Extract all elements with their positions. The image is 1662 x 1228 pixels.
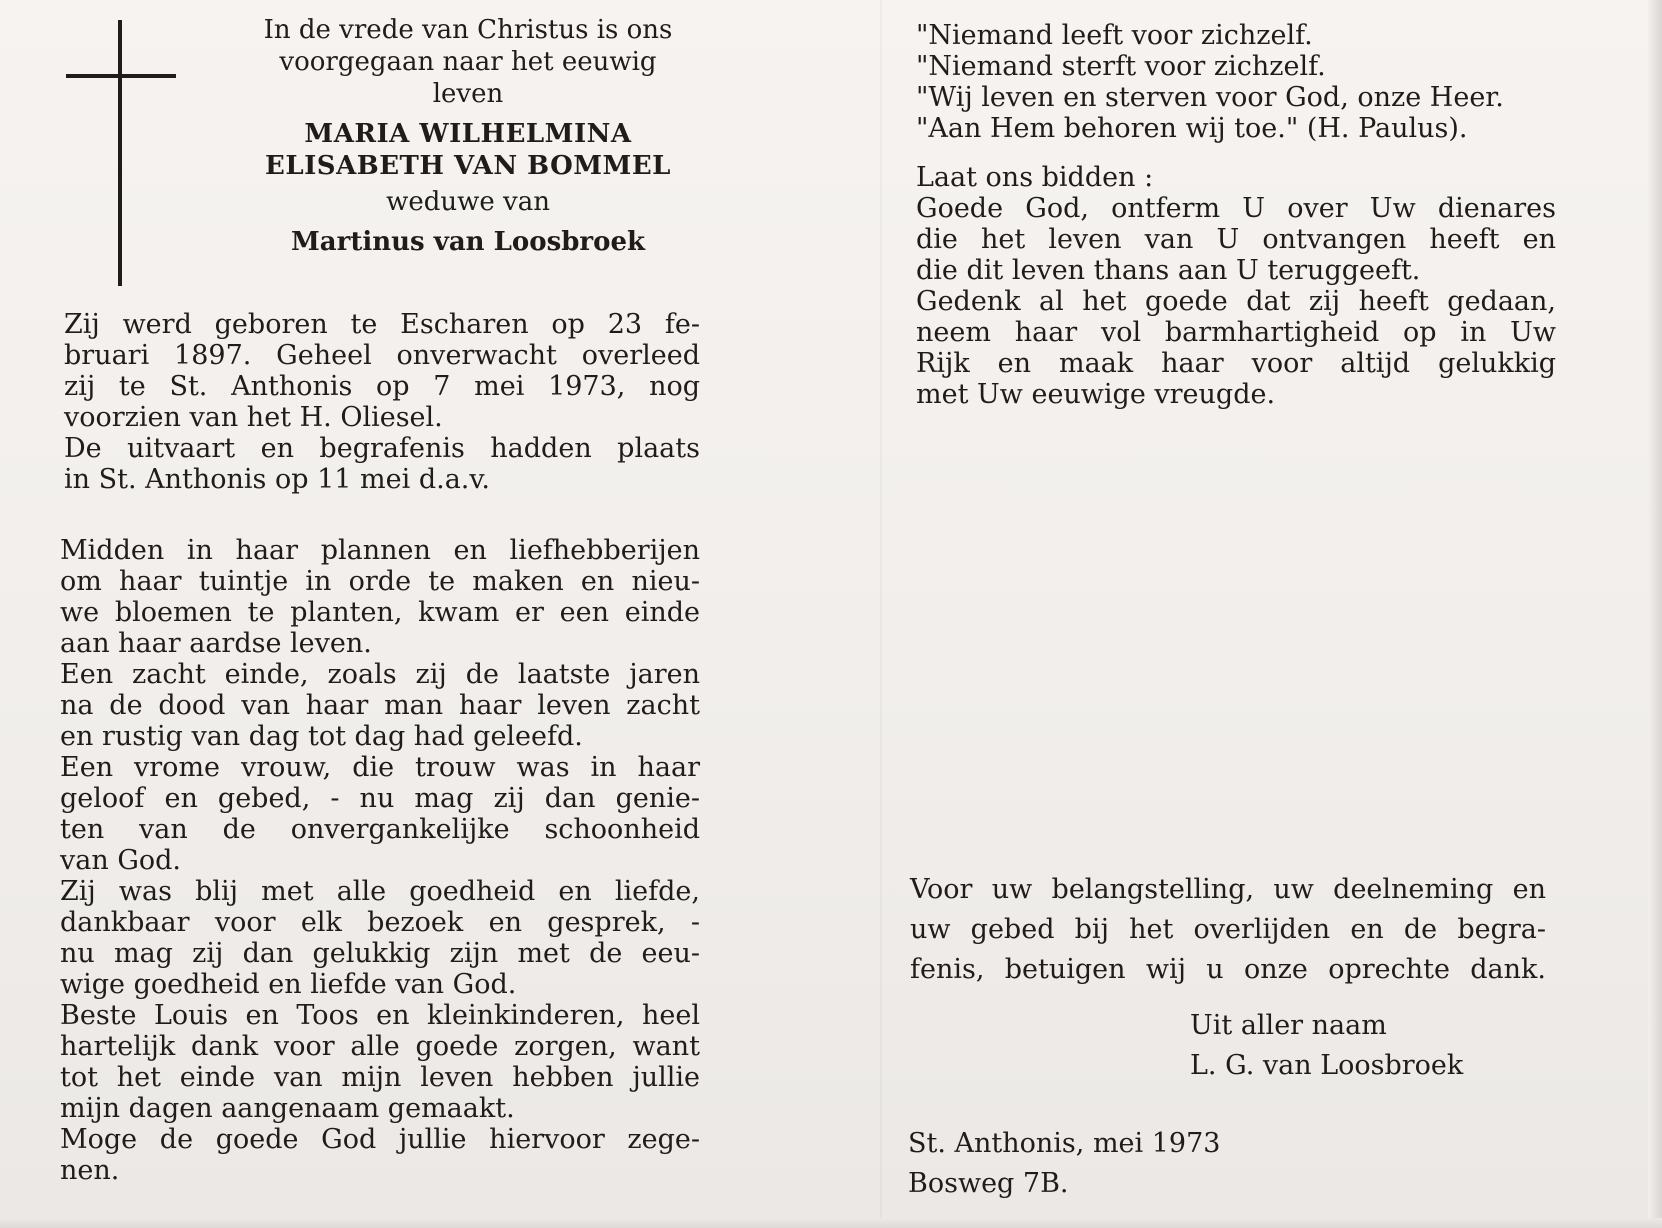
text-line: ten van de onvergankelijke schoonheid [60, 814, 700, 845]
signature-line: Uit aller naam [1190, 1010, 1387, 1041]
intro-line: leven [432, 79, 504, 109]
text-line: na de dood van haar man haar leven zacht [60, 690, 700, 721]
text-line: geloof en gebed, - nu mag zij dan genie- [60, 783, 700, 814]
quote-line: "Aan Hem behoren wij toe." (H. Paulus). [916, 113, 1468, 144]
signature [1190, 1006, 1550, 1086]
place-and-address [908, 1124, 1220, 1204]
text-line: en rustig van dag tot dag had geleefd. [60, 721, 583, 752]
text-line: we bloemen te planten, kwam er een einde [60, 597, 700, 628]
text-line: nu mag zij dan gelukkig zijn met de eeu- [60, 938, 700, 969]
prayer-heading: Laat ons bidden : [916, 162, 1154, 193]
prayer-line: die het leven van U ontvangen heeft en [916, 224, 1556, 255]
memorial-header [208, 14, 728, 258]
text-line: bruari 1897. Geheel onverwacht overleed [64, 340, 700, 371]
intro-line: voorgegaan naar het eeuwig [279, 47, 657, 77]
signature-line: L. G. van Loosbroek [1190, 1050, 1464, 1081]
text-line: voorzien van het H. Oliesel. [64, 402, 443, 433]
card-edge-bottom [0, 1218, 1662, 1228]
text-line: van God. [60, 845, 182, 876]
text-line: hartelijk dank voor alle goede zorgen, want [60, 1031, 700, 1062]
text-line: Beste Louis en Toos en kleinkinderen, heel [60, 1000, 700, 1031]
quote-line: "Niemand sterft voor zichzelf. [916, 51, 1326, 82]
birth-paragraph [64, 309, 700, 495]
widow-of-label: weduwe van [386, 187, 550, 217]
deceased-name: MARIA WILHELMINA [304, 119, 632, 149]
text-line: Zij werd geboren te Escharen op 23 fe- [64, 309, 700, 340]
text-line: aan haar aardse leven. [60, 628, 372, 659]
quote-line: "Wij leven en sterven voor God, onze Heer. [916, 82, 1504, 113]
thanks-paragraph [910, 870, 1546, 990]
prayer-line: die dit leven thans aan U teruggeeft. [916, 255, 1421, 286]
husband-name: Martinus van Loosbroek [291, 227, 645, 257]
thanks-line: Voor uw belangstelling, uw deelneming en [910, 874, 1546, 905]
text-line: tot het einde van mijn leven hebben jullie [60, 1062, 700, 1093]
text-line: in St. Anthonis op 11 mei d.a.v. [64, 464, 491, 495]
text-line: om haar tuintje in orde te maken en nieu- [60, 566, 700, 597]
text-line: Een zacht einde, zoals zij de laatste jaren [60, 659, 700, 690]
text-line: mijn dagen aangenaam gemaakt. [60, 1093, 515, 1124]
place-date: St. Anthonis, mei 1973 [908, 1128, 1221, 1159]
intro-line: In de vrede van Christus is ons [263, 15, 673, 45]
story-paragraph [60, 535, 700, 1186]
quote-line: "Niemand leeft voor zichzelf. [916, 20, 1313, 51]
text-line: Moge de goede God jullie hiervoor zege- [60, 1124, 700, 1155]
text-line: nen. [60, 1155, 120, 1186]
text-line: zij te St. Anthonis op 7 mei 1973, nog [64, 371, 700, 402]
card-edge-right [1648, 0, 1662, 1228]
text-line: Een vrome vrouw, die trouw was in haar [60, 752, 700, 783]
thanks-line: fenis, betuigen wij u onze oprechte dank. [910, 954, 1546, 985]
text-line: Zij was blij met alle goedheid en liefde, [60, 876, 700, 907]
text-line: De uitvaart en begrafenis hadden plaats [64, 433, 700, 464]
prayer [916, 162, 1556, 410]
text-line: dankbaar voor elk bezoek en gesprek, - [60, 907, 700, 938]
deceased-name: ELISABETH VAN BOMMEL [265, 151, 671, 181]
cross-icon-vertical [118, 20, 122, 286]
text-line: wige goedheid en liefde van God. [60, 969, 517, 1000]
prayer-line: Rijk en maak haar voor altijd gelukkig [916, 348, 1556, 379]
cross-icon-horizontal [66, 74, 176, 78]
text-line: Midden in haar plannen en liefhebberijen [60, 535, 700, 566]
bible-quote [916, 20, 1556, 144]
prayer-line: Gedenk al het goede dat zij heeft gedaan, [916, 286, 1556, 317]
card-fold [880, 0, 882, 1228]
thanks-line: uw gebed bij het overlijden en de begra- [910, 914, 1546, 945]
address: Bosweg 7B. [908, 1168, 1069, 1199]
prayer-line: met Uw eeuwige vreugde. [916, 379, 1276, 410]
prayer-line: neem haar vol barmhartigheid op in Uw [916, 317, 1556, 348]
prayer-line: Goede God, ontferm U over Uw dienares [916, 193, 1556, 224]
